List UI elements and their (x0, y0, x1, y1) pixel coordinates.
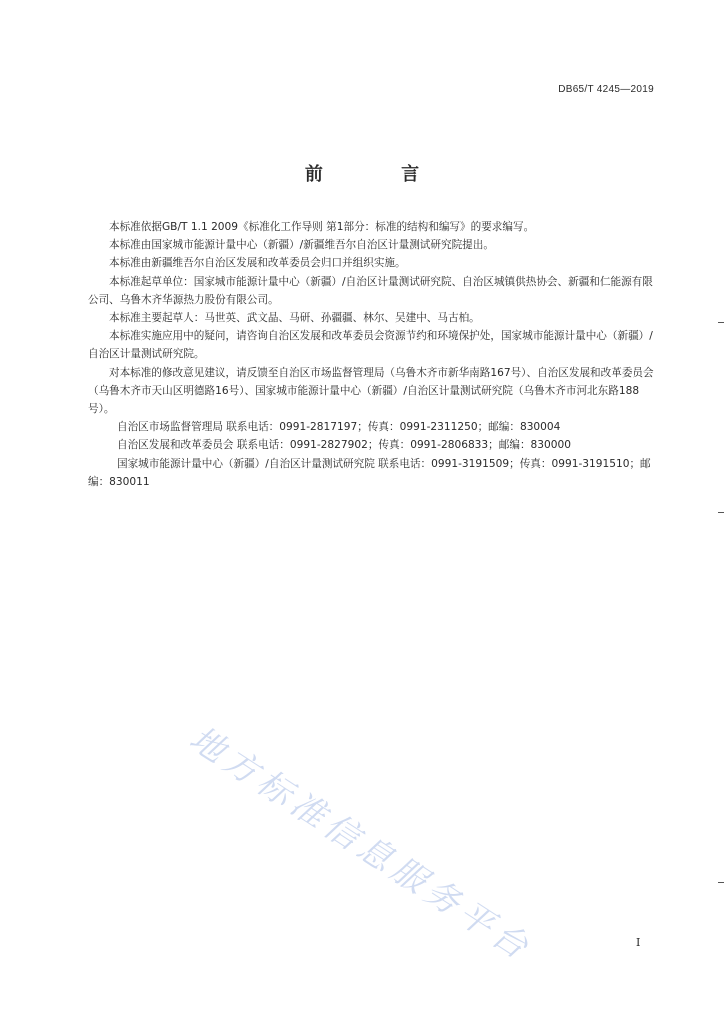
contact-metrology-center: 国家城市能源计量中心（新疆）/自治区计量测试研究院 联系电话：0991-3191509；传真：0991-3191510；邮编：830011 (88, 457, 651, 488)
standard-code: DB65/T 4245—2019 (558, 84, 654, 95)
contact-market-supervision: 自治区市场监督管理局 联系电话：0991-2817197；传真：0991-2311250；邮编：830004 (117, 421, 561, 434)
paragraph-administrator: 本标准由新疆维吾尔自治区发展和改革委员会归口并组织实施。 (109, 257, 406, 270)
paragraph-drafters: 本标准主要起草人：马世英、武文晶、马研、孙疆疆、林尔、吴建中、马古柏。 (109, 312, 480, 325)
paragraph-inquiries: 本标准实施应用中的疑问，请咨询自治区发展和改革委员会资源节约和环境保护处，国家城市能源计量中心（新疆）/自治区计量测试研究院。 (88, 330, 653, 361)
page-number: I (636, 936, 641, 949)
contact-development-reform: 自治区发展和改革委员会 联系电话：0991-2827902；传真：0991-2806833；邮编：830000 (117, 439, 571, 452)
page-title: 前 言 (304, 164, 456, 185)
edge-mark (718, 322, 724, 323)
paragraph-feedback: 对本标准的修改意见建议，请反馈至自治区市场监督管理局（乌鲁木齐市新华南路167号）、自治区发展和改革委员会（乌鲁木齐市天山区明德路16号）、国家城市能源计量中心（新疆）/自治区计量测试研究院（乌鲁木齐市河北东路188号）。 (88, 366, 654, 416)
paragraph-proposer: 本标准由国家城市能源计量中心（新疆）/新疆维吾尔自治区计量测试研究院提出。 (109, 239, 494, 252)
edge-mark (718, 512, 724, 513)
watermark: 地方标准信息服务平台 (182, 718, 540, 971)
paragraph-basis: 本标准依据GB/T 1.1 2009《标准化工作导则 第1部分：标准的结构和编写》的要求编写。 (109, 221, 535, 233)
paragraph-drafting-units: 本标准起草单位：国家城市能源计量中心（新疆）/自治区计量测试研究院、自治区城镇供热协会、新疆和仁能源有限公司、乌鲁木齐华源热力股份有限公司。 (88, 275, 653, 306)
foreword-body (88, 218, 658, 491)
edge-mark (718, 882, 724, 883)
